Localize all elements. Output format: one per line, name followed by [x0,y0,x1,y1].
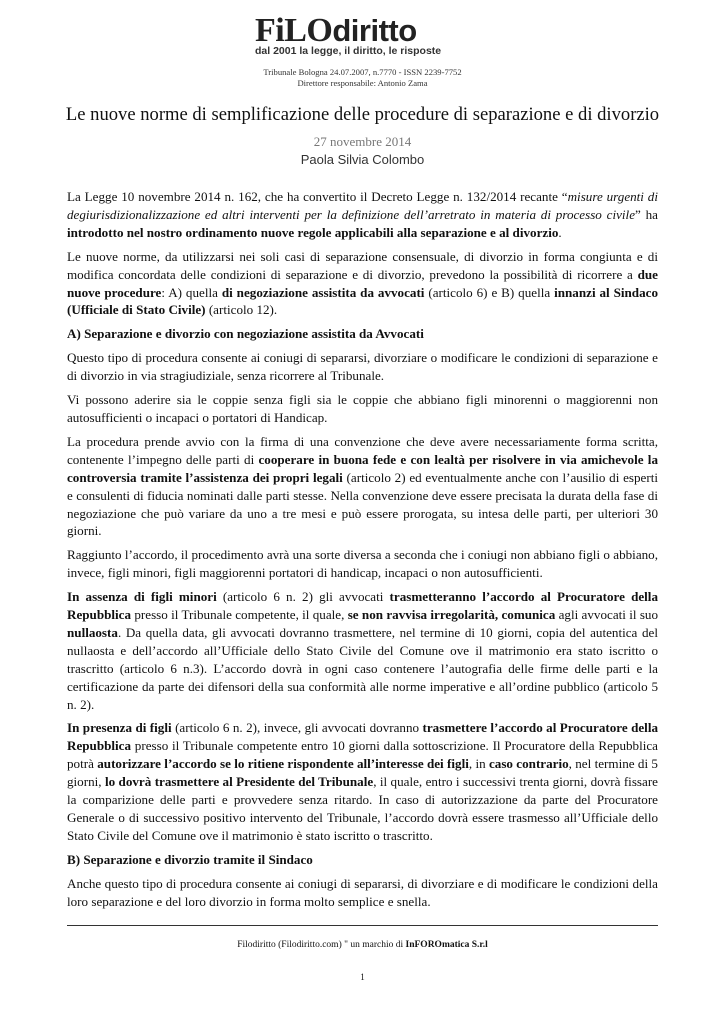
paragraph-new-rules: Le nuove norme, da utilizzarsi nei soli casi di separazione consensuale, di divorzio in forma congiunta e di modifica concordata delle condizioni di separazione e di divorzio, prevedono la possibilità di ricorrere a due nuove procedure: A) quella di negoziazione assistita da avvocati (articolo 6) e B) quella innanzi al Sindaco (Ufficiale di Stato Civile) (articolo 12). [67,248,658,318]
article-author: Paola Silvia Colombo [300,152,425,167]
footer-credit: Filodiritto (Filodiritto.com) " un marchio di InFOROmatica S.r.l [237,940,488,950]
paragraph-intro: La Legge 10 novembre 2014 n. 162, che ha convertito il Decreto Legge n. 132/2014 recante “misure urgenti di degiurisdizionalizzazione ed altri interventi per la definizione dell’arretrato in materia di processo civile” ha introdotto nel nostro ordinamento nuove regole applicabili alla separazione e al divorzio. [67,189,658,240]
article-title: Le nuove norme di semplificazione delle procedure di separazione e di divorzio [65,104,660,125]
paragraph-convention: La procedura prende avvio con la firma di una convenzione che deve avere necessariamente forma scritta, contenente l’impegno delle parti di cooperare in buona fede e con lealtà per risolvere in via amichevole la controversia tramite l’assistenza dei propri legali (articolo 2) ed eventualmente anche con l’ausilio di esperti e consulenti di fiducia nominati dalle parti stesse. Nella convenzione deve essere precisata la durata della fase di negoziazione che può variare da uno a tre mesi e può essere prorogata, su intesa delle parti, per ulteriori 30 giorni. [67,433,658,539]
masthead [255,14,475,57]
paragraph-agreement: Raggiunto l’accordo, il procedimento avrà una sorte diversa a seconda che i coniugi non abbiano figli o abbiano, invece, figli minori, figli maggiorenni portatori di handicap, incapaci o non autosufficienti. [67,547,658,581]
paragraph-mayor-procedure: Anche questo tipo di procedura consente ai coniugi di separarsi, di divorziare e di modificare le condizioni della loro separazione e del loro divorzio in forma molto semplice e snella. [67,875,658,909]
article-body [67,188,658,917]
masthead-tagline: dal 2001 la legge, il diritto, le risposte [255,45,442,57]
paragraph-no-children: In assenza di figli minori (articolo 6 n. 2) gli avvocati trasmetteranno l’accordo al Procuratore della Repubblica presso il Tribunale competente, il quale, se non ravvisa irregolarità, comunica agli avvocati il suo nullaosta. Da quella data, gli avvocati dovranno trasmettere, nel termine di 10 giorni, copia del autentica del nullaosta e dell’accordo all’Ufficiale dello Stato Civile del Comune ove il matrimonio era stato iscritto o trascritto (articolo 6 n.3). L’accordo dovrà in ogni caso contenere l’autografia delle firme delle parti e la certificazione da parte dei difensori della sua conformità alle norme imperative e all’ordine pubblico (articolo 5 n. 2). [67,589,659,712]
registration-info: Tribunale Bologna 24.07.2007, n.7770 - ISSN 2239-7752 [263,67,462,77]
page-number: 1 [360,972,365,982]
article-date: 27 novembre 2014 [313,134,412,149]
section-heading-b: B) Separazione e divorzio tramite il Sindaco [67,851,313,867]
paragraph-procedure-scope: Questo tipo di procedura consente ai coniugi di separarsi, divorziare o modificare le condizioni di separazione e di divorzio in via stragiudiziale, senza ricorrere al Tribunale. [67,350,658,384]
footer-divider [67,925,658,926]
director-info: Direttore responsabile: Antonio Zama [297,78,428,88]
paragraph-with-children: In presenza di figli (articolo 6 n. 2), invece, gli avvocati dovranno trasmettere l’accordo al Procuratore della Repubblica presso il Tribunale competente entro 10 giorni dalla sottoscrizione. Il Procuratore della Repubblica potrà autorizzare l’accordo se lo ritiene rispondente all’interesse dei figli, in caso contrario, nel termine di 5 giorni, lo dovrà trasmettere al Presidente del Tribunale, il quale, entro i successivi trenta giorni, dovrà fissare la comparizione delle parti e provvedere senza ritardo. In caso di autorizzazione da parte del Procuratore Generale o di successivo positivo intervento del Tribunale, l’accordo dovrà essere trasmesso all’Ufficiale dello Stato Civile del Comune ove il matrimonio è stato iscritto o trascritto. [67,720,659,843]
paragraph-eligible-couples: Vi possono aderire sia le coppie senza figli sia le coppie che abbiano figli minorenni o maggiorenni non autosufficienti o incapaci o portatori di Handicap. [67,392,658,425]
section-heading-a: A) Separazione e divorzio con negoziazione assistita da Avvocati [67,326,424,342]
filodiritto-logo: FiLOdiritto [255,12,417,49]
